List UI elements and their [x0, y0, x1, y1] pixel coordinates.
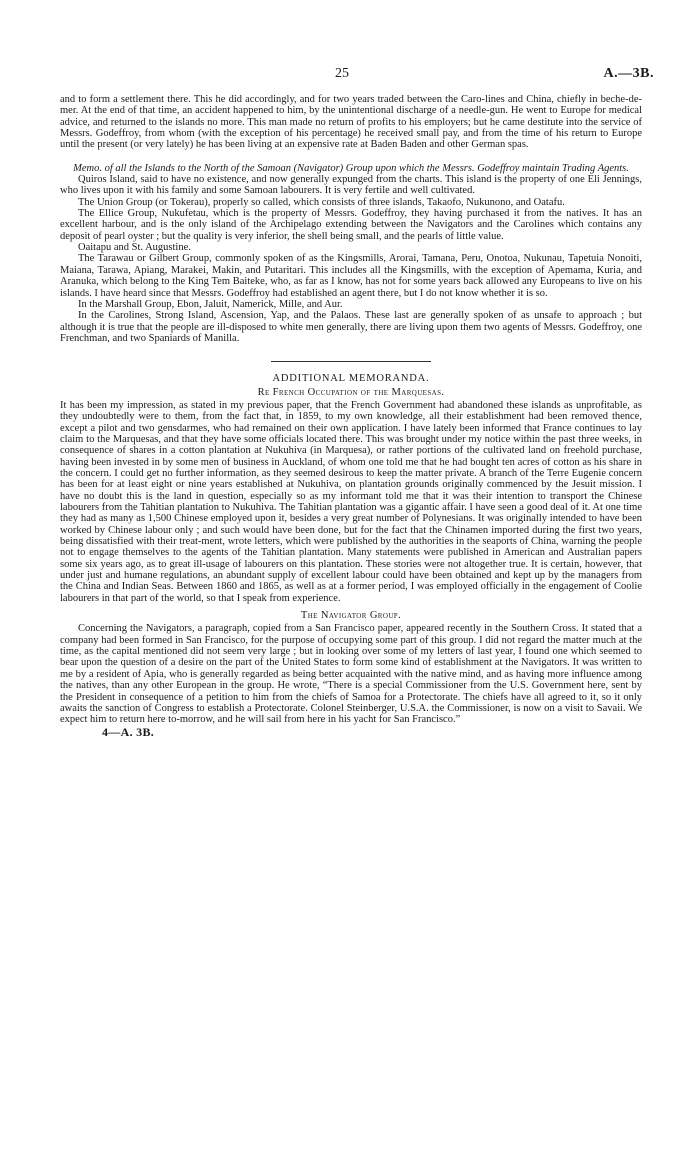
marquesas-paragraph: It has been my impression, as stated in my previous paper, that the French Government had abandoned these islands as unprofitable, as they undoubtedly were to them, from the fact that, in 1859, to my own knowledge, all their establishment had been removed thence, except a pilot and two gensdarmes, who had remained on their own application. I have lately been informed that France continues to lay claim to the Marquesas, and that they have some officials located there. This was brought under my notice within the past three weeks, in consequence of shares in a cotton plantation at Nukuhiva (in Marquesa), or rather portions of the cultivated land on freehold purchase, having been invested in by some men of business in Auckland, of whom one told me that he had bought ten acres of cotton as his share in the concern. I could get no further information, as they seemed desirous to keep the matter private. A branch of the Terre Eugenie concern has been for at least eight or nine years established at Nukuhiva, on plantation grounds originally commenced by the Jesuit mission. I have no doubt this is the land in question, especially so as my informant told me that it was their intention to transport the Chinese labourers from the Tahitian plantation to Nukuhiva. The Tahitian plantation was a gigantic affair. I have seen a good deal of it. At one time they had as many as 1,500 Chinese employed upon it, besides a very great number of Polynesians. It was originally intended to have been worked by Chinese labour only ; and such would have been done, but for the fact that the Chinamen imported during the first two years, being dissatisfied with their treat-ment, wrote letters, which were published by the authorities in the seaports of China, warning the people not to engage themselves to the agents of the Tahitian plantation. Many statements were published in American and Australian papers some six years ago, as to great ill-usage of labourers on this plantation. These stories were not altogether true. It is certain, however, that under just and humane regulations, an abundant supply of excellent labour could have been obtained and kept up by the managers from the China and Indian Seas. Between 1860 and 1865, as well as at a former period, I was employed officially in the engagement of Coolie labourers in that part of the world, so that I speak from experience.	[60, 399, 642, 604]
page-number: 25	[335, 66, 349, 81]
navigator-group-heading: The Navigator Group.	[300, 610, 402, 622]
memo-paragraph-union-group: The Union Group (or Tokerau), properly so called, which consists of three islands, Takaofo, Nukunono, and Oatafu.	[78, 196, 565, 208]
page-header	[0, 66, 700, 82]
memo-title: Memo. of all the Islands to the North of the Samoan (Navigator) Group upon which the Messrs. Godeffroy maintain Trading Agents.	[73, 162, 629, 174]
document-body	[60, 94, 642, 738]
marquesas-subheading: Re French Occupation of the Marquesas.	[257, 386, 445, 398]
memo-paragraph-ellice-group: The Ellice Group, Nukufetau, which is the property of Messrs. Godeffroy, they having purchased it from the natives. It has an excellent harbour, and is the only island of the Archipelago extending between the Navigators and the Carolines which contains any deposit of pearl oyster ; but the quality is very inferior, the shell being small, and the pearls of little value.	[60, 208, 642, 242]
memo-paragraph-gilbert-group: The Tarawau or Gilbert Group, commonly spoken of as the Kingsmills, Arorai, Tamana, Peru, Onotoa, Nukunau, Tapetuia Nonoiti, Maiana, Tarawa, Apiang, Marakei, Makin, and Putaritari. This includes all the Kingsmills, with the exception of Apemama, Kuria, and Aranuka, which belong to the King Tem Baiteke, who, as far as I know, has not for some years back allowed any Europeans to live on his islands. I have heard since that Messrs. Godeffroy had established an agent there, but I do not know whether it is so.	[60, 253, 642, 299]
additional-memoranda-heading: ADDITIONAL MEMORANDA.	[272, 373, 430, 385]
navigator-group-paragraph: Concerning the Navigators, a paragraph, copied from a San Francisco paper, appeared recently in the Southern Cross. It stated that a company had been formed in San Francisco, for the purpose of occupying some part of this group. I did not regard the matter much at the time, as the capital mentioned did not seem very large ; but in looking over some of my letters of last year, I found one which seemed to bear upon the question of a desire on the part of the United States to form some kind of establishment at the Navigators. It was written to me by a resident of Apia, who is generally regarded as being better acquainted with the native mind, and as having more influence among the natives, than any other European in the group. He wrote, “There is a special Commissioner from the U.S. Government here, sent by the President in consequence of a petition to him from the chiefs of Samoa for a Protectorate. The chiefs have all agreed to it, so it only awaits the sanction of Congress to establish a Protectorate. Colonel Steinberger, U.S.A. the Commissioner, is now on a visit to Savaii. We expect him to return here to-morrow, and he will sail from here in his yacht for San Francisco.”	[60, 623, 642, 726]
memo-paragraph-quiros: Quiros Island, said to have no existence, and now generally expunged from the charts. This island is the property of one Eli Jennings, who lives upon it with his family and some Samoan labourers. It is very fertile and well cultivated.	[60, 174, 642, 197]
intro-paragraph: and to form a settlement there. This he did accordingly, and for two years traded between the Caro-lines and China, chiefly in beche-de-mer. At the end of that time, an accident happened to him, by the unintentional discharge of a needle-gun. He went to Europe for medical advice, and returned to the islands no more. This man made no return of profits to his employers; but he came destitute into the service of Messrs. Godeffroy, from whom (with the exception of his percentage) he received small pay, and from the time of his return to Europe until the present (or very lately) he has been living at an expensive rate at Baden Baden and other German spas.	[60, 94, 642, 151]
memo-paragraph-carolines: In the Carolines, Strong Island, Ascension, Yap, and the Palaos. These last are generally spoken of as unsafe to approach ; but although it is true that the people are ill-disposed to white men generally, there are living upon them two agents of Messrs. Godeffroy, one Frenchman, and two Spaniards of Manilla.	[60, 310, 642, 344]
document-reference: A.—3B.	[603, 66, 654, 81]
footer-signature: 4—A. 3B.	[102, 724, 155, 739]
memo-paragraph-marshall-group: In the Marshall Group, Ebon, Jaluit, Namerick, Mille, and Aur.	[78, 298, 343, 310]
memo-paragraph-oaitapu: Oaitapu and St. Augustine.	[78, 242, 191, 254]
section-divider	[271, 361, 431, 362]
